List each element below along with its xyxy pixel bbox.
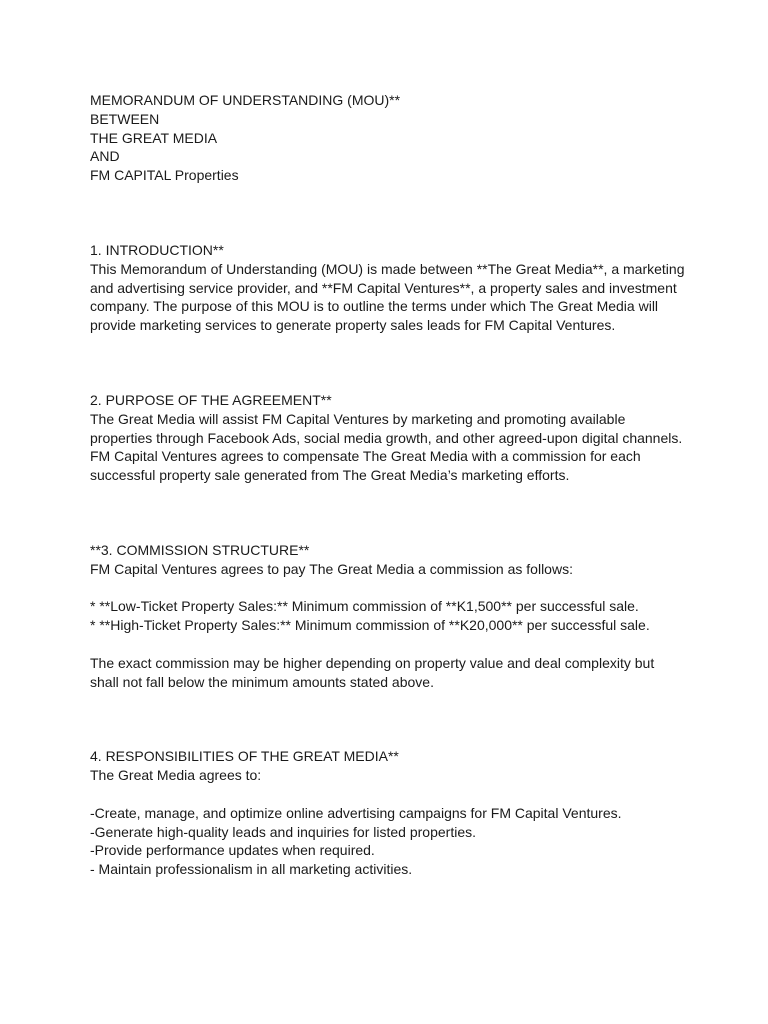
paragraph-line: FM Capital Ventures agrees to compensate The Great Media with a commission for each xyxy=(90,448,641,465)
list-item: * **High-Ticket Property Sales:** Minimum commission of **K20,000** per successful sale. xyxy=(90,617,650,634)
party-two: FM CAPITAL Properties xyxy=(90,167,239,184)
section-commission xyxy=(90,541,690,691)
paragraph-line: FM Capital Ventures agrees to pay The Great Media a commission as follows: xyxy=(90,560,573,577)
list-item: -Provide performance updates when required. xyxy=(90,842,375,859)
list-item: * **Low-Ticket Property Sales:** Minimum commission of **K1,500** per successful sale. xyxy=(90,598,639,615)
paragraph-line: provide marketing services to generate property sales leads for FM Capital Ventures. xyxy=(90,317,616,334)
list-item: - Maintain professionalism in all marketing activities. xyxy=(90,861,413,878)
section-heading: 4. RESPONSIBILITIES OF THE GREAT MEDIA** xyxy=(90,748,399,765)
list-item: -Generate high-quality leads and inquiries for listed properties. xyxy=(90,823,476,840)
paragraph-line: properties through Facebook Ads, social media growth, and other agreed-upon digital channels. xyxy=(90,429,683,446)
title-between: BETWEEN xyxy=(90,110,160,127)
paragraph-line: shall not fall below the minimum amounts stated above. xyxy=(90,673,434,690)
title-and: AND xyxy=(90,148,120,165)
section-heading: **3. COMMISSION STRUCTURE** xyxy=(90,541,310,558)
document-page xyxy=(90,91,690,879)
paragraph-line: company. The purpose of this MOU is to outline the terms under which The Great Media will xyxy=(90,298,659,315)
section-purpose xyxy=(90,391,690,485)
paragraph-line: This Memorandum of Understanding (MOU) is made between **The Great Media**, a marketing xyxy=(90,260,685,277)
paragraph-line: The exact commission may be higher depending on property value and deal complexity but xyxy=(90,654,655,671)
paragraph-line: and advertising service provider, and **FM Capital Ventures**, a property sales and investment xyxy=(90,279,677,296)
paragraph-line: The Great Media will assist FM Capital Ventures by marketing and promoting available xyxy=(90,410,626,427)
section-heading: 2. PURPOSE OF THE AGREEMENT** xyxy=(90,391,332,408)
party-one: THE GREAT MEDIA xyxy=(90,129,218,146)
section-heading: 1. INTRODUCTION** xyxy=(90,241,224,258)
section-responsibilities xyxy=(90,747,690,879)
section-introduction xyxy=(90,241,690,335)
document-title: MEMORANDUM OF UNDERSTANDING (MOU)** xyxy=(90,92,401,108)
title-block xyxy=(90,91,690,185)
paragraph-line: successful property sale generated from The Great Media’s marketing efforts. xyxy=(90,467,570,484)
paragraph-line: The Great Media agrees to: xyxy=(90,767,262,784)
list-item: -Create, manage, and optimize online advertising campaigns for FM Capital Ventures. xyxy=(90,804,622,821)
